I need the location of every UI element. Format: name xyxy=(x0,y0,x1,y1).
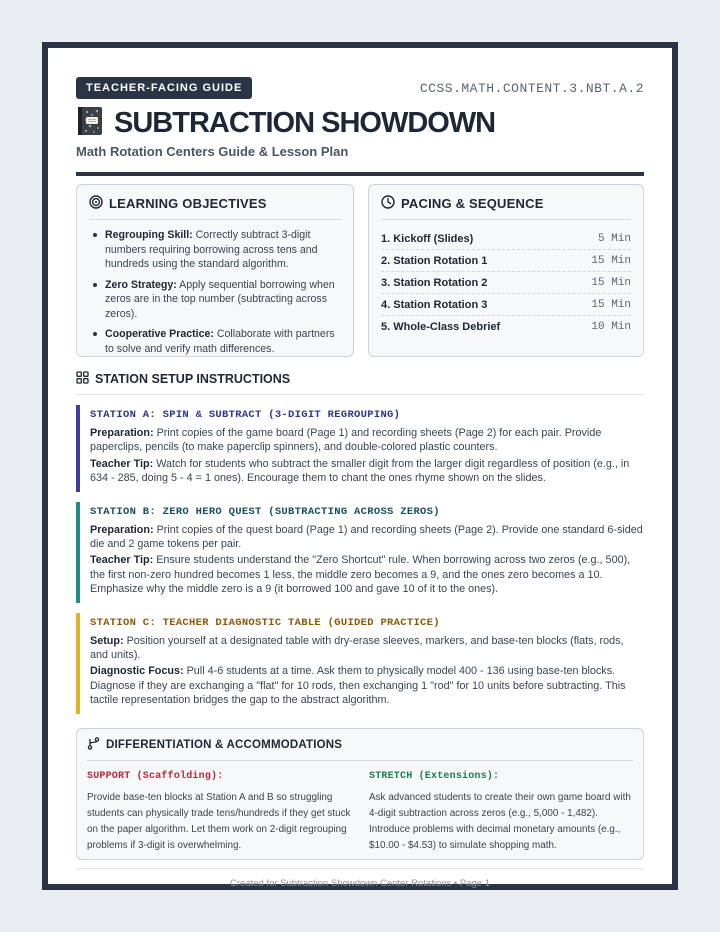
objective-text: Apply sequential borrowing when zeros are in the top number (subtracting across zeros). xyxy=(105,278,335,320)
station-title: STATION C: TEACHER DIAGNOSTIC TABLE (GUIDED PRACTICE) xyxy=(90,616,440,629)
pacing-time: 15 Min xyxy=(591,276,631,289)
support-title: SUPPORT (Scaffolding): xyxy=(87,770,224,782)
pacing-step: 3. Station Rotation 2 xyxy=(381,276,488,289)
station-text: Position yourself at a designated table with dry-erase sleeves, markers, and base-ten blocks (flats, rods, and units). xyxy=(90,634,624,662)
support-column xyxy=(87,771,351,854)
differentiation-heading xyxy=(87,737,633,753)
objective-item xyxy=(89,278,341,322)
station-label: Setup: xyxy=(90,634,124,647)
header-top xyxy=(76,76,644,100)
station-tip xyxy=(90,553,644,596)
page-title: SUBTRACTION SHOWDOWN xyxy=(114,106,496,139)
pacing-step: 1. Kickoff (Slides) xyxy=(381,232,474,245)
differentiation-card xyxy=(76,728,644,860)
pacing-card xyxy=(368,184,644,357)
objectives-divider xyxy=(89,219,341,220)
station-preparation xyxy=(90,523,644,552)
objective-label: Zero Strategy: xyxy=(105,278,177,291)
station-setup xyxy=(90,634,644,663)
stretch-column xyxy=(369,771,633,854)
pacing-heading xyxy=(381,195,631,212)
pacing-row xyxy=(381,294,631,316)
pacing-step: 2. Station Rotation 1 xyxy=(381,254,488,267)
station-text: Watch for students who subtract the smaller digit from the larger digit regardless of position (e.g., in 634 - 285, doing 5 - 4 = 1 ones). Encourage them to chant the ones rhyme shown on the slides. xyxy=(90,457,630,485)
station-label: Preparation: xyxy=(90,523,154,536)
pacing-row xyxy=(381,250,631,272)
page-footer: Created for Subtraction Showdown Center Rotations • Page 1 xyxy=(76,868,644,889)
guide-tag: TEACHER-FACING GUIDE xyxy=(76,77,252,99)
page-subtitle: Math Rotation Centers Guide & Lesson Plan xyxy=(76,144,349,159)
objective-label: Cooperative Practice: xyxy=(105,328,214,340)
differentiation-divider xyxy=(87,760,633,761)
objective-item xyxy=(89,228,341,272)
support-text: Provide base-ten blocks at Station A and B so struggling students can physically trade tens/hundreds if they get stuck on the paper algorithm. Let them work on 2-digit regrouping problems if 3-digit is overwhelming. xyxy=(87,791,351,851)
branch-icon xyxy=(87,737,106,753)
objectives-heading xyxy=(89,195,341,212)
header-divider xyxy=(76,172,644,176)
setup-heading xyxy=(76,371,644,387)
target-icon xyxy=(89,195,109,212)
pacing-time: 5 Min xyxy=(597,232,631,245)
stretch-title: STRETCH (Extensions): xyxy=(369,770,500,782)
pacing-step: 5. Whole-Class Debrief xyxy=(381,321,501,333)
station-a xyxy=(76,405,644,492)
objective-item xyxy=(89,327,341,356)
objective-text: Correctly subtract 3-digit numbers requiring borrowing across tens and hundreds using the standard algorithm. xyxy=(105,229,318,270)
objective-label: Regrouping Skill: xyxy=(105,229,193,241)
pacing-step: 4. Station Rotation 3 xyxy=(381,298,488,311)
pacing-list xyxy=(381,228,631,338)
guide-page xyxy=(42,42,678,890)
station-label: Diagnostic Focus: xyxy=(90,665,184,678)
objectives-list xyxy=(89,228,341,356)
pacing-heading-label: PACING & SEQUENCE xyxy=(401,196,544,211)
differentiation-columns xyxy=(87,771,633,854)
pacing-row xyxy=(381,316,631,338)
station-label: Teacher Tip: xyxy=(90,554,154,567)
station-title: STATION B: ZERO HERO QUEST (SUBTRACTING ACROSS ZEROS) xyxy=(90,505,440,518)
station-text: Print copies of the game board (Page 1) and recording sheets (Page 2) for each pair. Provide paperclips, pencils (to make paperclip spinners), and double-colored plastic counters. xyxy=(90,427,602,454)
clock-icon xyxy=(381,195,401,212)
grid-icon xyxy=(76,371,95,387)
setup-heading-label: STATION SETUP INSTRUCTIONS xyxy=(95,372,291,386)
pacing-divider xyxy=(381,219,631,220)
objectives-heading-label: LEARNING OBJECTIVES xyxy=(109,196,267,211)
top-cards xyxy=(76,184,644,357)
differentiation-heading-label: DIFFERENTIATION & ACCOMMODATIONS xyxy=(106,738,343,751)
pacing-row xyxy=(381,228,631,250)
station-text: Pull 4-6 students at a time. Ask them to physically model 400 - 136 using base-ten blocks. Diagnose if they are exchanging a "flat" for 10 rods, then exchanging 1 "rod" for 10 units before subtracting. This tactile representation bridges the gap to the abstract algorithm. xyxy=(90,665,626,707)
station-label: Preparation: xyxy=(90,427,154,439)
stretch-text: Ask advanced students to create their own game board with 4-digit subtraction across zeros (e.g., 5,000 - 1,482). Introduce problems with decimal monetary amounts (e.g., $10.00 - $4.53) to simulate shopping math. xyxy=(369,791,631,851)
station-diagnostic xyxy=(90,664,644,707)
pacing-time: 10 Min xyxy=(591,321,631,333)
station-tip xyxy=(90,457,644,486)
pacing-time: 15 Min xyxy=(591,298,631,311)
title-row xyxy=(76,106,644,140)
objectives-card xyxy=(76,184,354,357)
station-b xyxy=(76,502,644,603)
composition-notebook-icon xyxy=(76,106,114,141)
station-c xyxy=(76,613,644,714)
standard-code: CCSS.MATH.CONTENT.3.NBT.A.2 xyxy=(419,80,644,96)
station-preparation xyxy=(90,426,644,455)
station-title: STATION A: SPIN & SUBTRACT (3-DIGIT REGROUPING) xyxy=(90,409,401,421)
station-text: Ensure students understand the "Zero Shortcut" rule. When borrowing across two zeros (e.g., 500), the first non-zero hundred becomes 1 less, the middle zero becomes a 9, and the ones zero becomes a 10. Emphasize why the middle zero is a 9 (it borrowed 100 and gave 10 of it to the ones). xyxy=(90,554,631,596)
pacing-row xyxy=(381,272,631,294)
station-label: Teacher Tip: xyxy=(90,457,154,470)
setup-divider xyxy=(76,394,644,395)
station-text: Print copies of the quest board (Page 1) and recording sheets (Page 2). Provide one standard 6-sided die and 2 game tokens per pair. xyxy=(90,523,643,551)
objective-text: Collaborate with partners to solve and verify math differences. xyxy=(105,328,335,355)
pacing-time: 15 Min xyxy=(591,254,631,267)
